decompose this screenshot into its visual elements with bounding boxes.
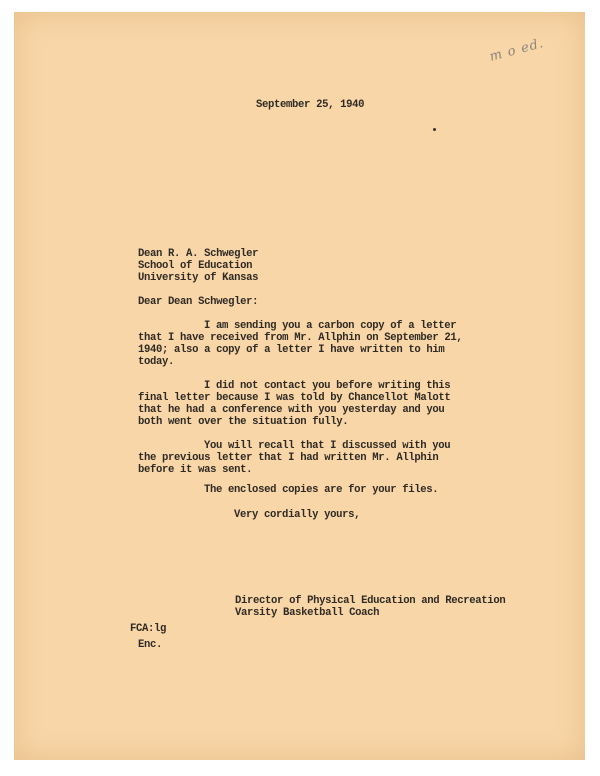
closing: Very cordially yours, xyxy=(234,509,361,521)
paragraph-line: that he had a conference with you yesterday and you xyxy=(138,404,445,416)
paragraph-line: both went over the situation fully. xyxy=(138,416,349,428)
handwritten-annotation: m o ed. xyxy=(488,35,546,65)
paragraph-line: the previous letter that I had written Mr. Allphin xyxy=(138,452,439,464)
paragraph-line: before it was sent. xyxy=(138,464,253,476)
ink-dot xyxy=(433,128,436,131)
recipient-school: School of Education xyxy=(138,260,253,272)
paragraph-line: 1940; also a copy of a letter I have written to him xyxy=(138,344,445,356)
paragraph-line: The enclosed copies are for your files. xyxy=(204,484,439,496)
letter-date: September 25, 1940 xyxy=(256,99,365,111)
paragraph-line: that I have received from Mr. Allphin on September 21, xyxy=(138,332,463,344)
paragraph-line: today. xyxy=(138,356,175,368)
salutation: Dear Dean Schwegler: xyxy=(138,296,259,308)
enclosure-notation: Enc. xyxy=(138,639,163,651)
paragraph-line: final letter because I was told by Chancellot Malott xyxy=(138,392,451,404)
paragraph-line: I did not contact you before writing this xyxy=(204,380,451,392)
signature-title-line2: Varsity Basketball Coach xyxy=(235,607,380,619)
reference-initials: FCA:lg xyxy=(130,623,167,635)
paragraph-line: You will recall that I discussed with you xyxy=(204,440,451,452)
letter-page xyxy=(14,12,585,760)
signature-title-line1: Director of Physical Education and Recreation xyxy=(235,595,506,607)
recipient-university: University of Kansas xyxy=(138,272,259,284)
recipient-name: Dean R. A. Schwegler xyxy=(138,248,259,260)
paragraph-line: I am sending you a carbon copy of a letter xyxy=(204,320,457,332)
